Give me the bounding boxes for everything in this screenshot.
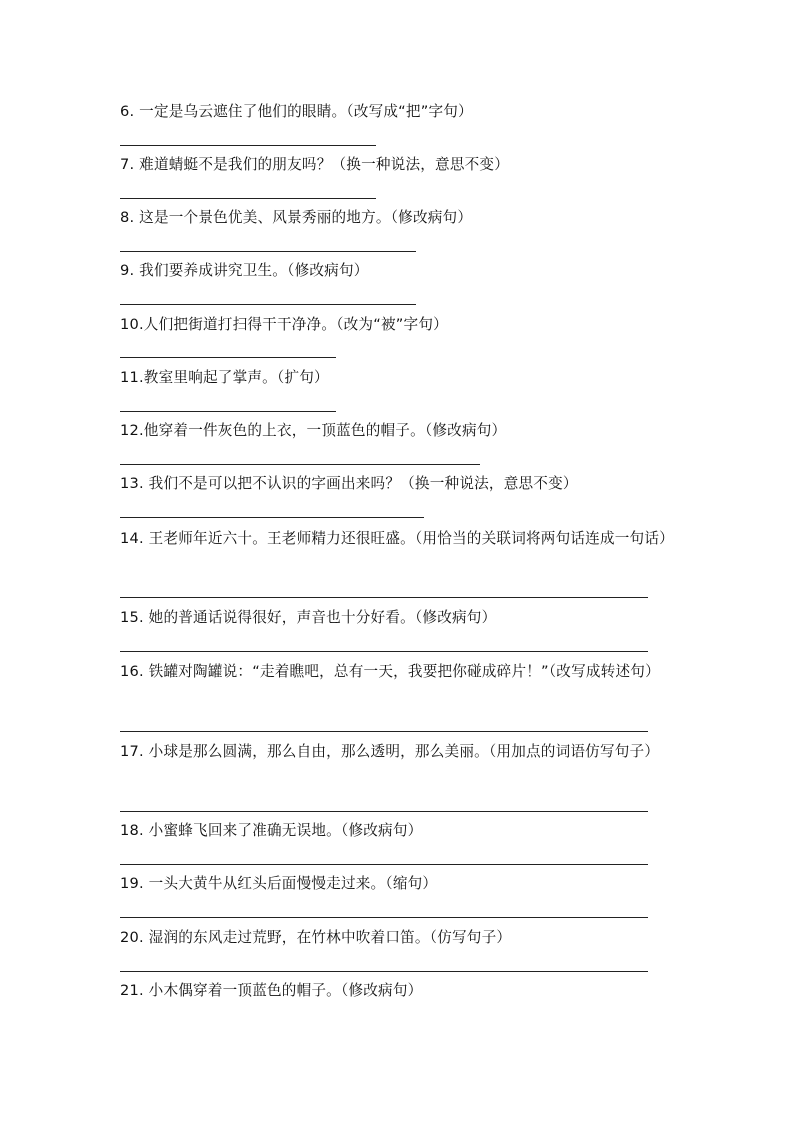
question-10: 10.人们把街道打扫得干干净净。（改为“被”字句） xyxy=(120,316,448,333)
question-20: 20. 湿润的东风走过荒野，在竹林中吹着口笛。（仿写句子） xyxy=(120,929,512,946)
answer-line-15[interactable] xyxy=(120,651,648,652)
question-11: 11.教室里响起了掌声。（扩句） xyxy=(120,369,329,386)
question-13: 13. 我们不是可以把不认识的字画出来吗？（换一种说法，意思不变） xyxy=(120,475,578,492)
answer-line-19[interactable] xyxy=(120,917,648,918)
answer-line-7[interactable] xyxy=(120,198,376,199)
answer-line-14[interactable] xyxy=(120,597,648,598)
answer-line-9[interactable] xyxy=(120,304,416,305)
answer-line-20[interactable] xyxy=(120,971,648,972)
question-14: 14. 王老师年近六十。王老师精力还很旺盛。（用恰当的关联词将两句话连成一句话） xyxy=(120,530,674,547)
question-16: 16. 铁罐对陶罐说：“走着瞧吧，总有一天，我要把你碰成碎片！”（改写成转述句） xyxy=(120,663,660,680)
answer-line-11[interactable] xyxy=(120,411,336,412)
answer-line-10[interactable] xyxy=(120,357,336,358)
answer-line-18[interactable] xyxy=(120,864,648,865)
question-9: 9. 我们要养成讲究卫生。（修改病句） xyxy=(120,262,369,279)
answer-line-12[interactable] xyxy=(120,464,480,465)
question-12: 12.他穿着一件灰色的上衣，一顶蓝色的帽子。（修改病句） xyxy=(120,422,507,439)
question-7: 7. 难道蜻蜓不是我们的朋友吗？（换一种说法，意思不变） xyxy=(120,156,510,173)
answer-line-8[interactable] xyxy=(120,251,416,252)
answer-line-6[interactable] xyxy=(120,145,376,146)
question-15: 15. 她的普通话说得很好，声音也十分好看。（修改病句） xyxy=(120,609,497,626)
answer-line-16[interactable] xyxy=(120,731,648,732)
question-19: 19. 一头大黄牛从红头后面慢慢走过来。（缩句） xyxy=(120,875,438,892)
answer-line-13[interactable] xyxy=(120,517,424,518)
answer-line-17[interactable] xyxy=(120,811,648,812)
question-6: 6. 一定是乌云遮住了他们的眼睛。（改写成“把”字句） xyxy=(120,103,473,120)
question-21: 21. 小木偶穿着一顶蓝色的帽子。（修改病句） xyxy=(120,982,423,999)
question-8: 8. 这是一个景色优美、风景秀丽的地方。（修改病句） xyxy=(120,209,473,226)
question-18: 18. 小蜜蜂飞回来了准确无误地。（修改病句） xyxy=(120,822,423,839)
question-17: 17. 小球是那么圆满，那么自由，那么透明，那么美丽。（用加点的词语仿写句子） xyxy=(120,743,660,760)
